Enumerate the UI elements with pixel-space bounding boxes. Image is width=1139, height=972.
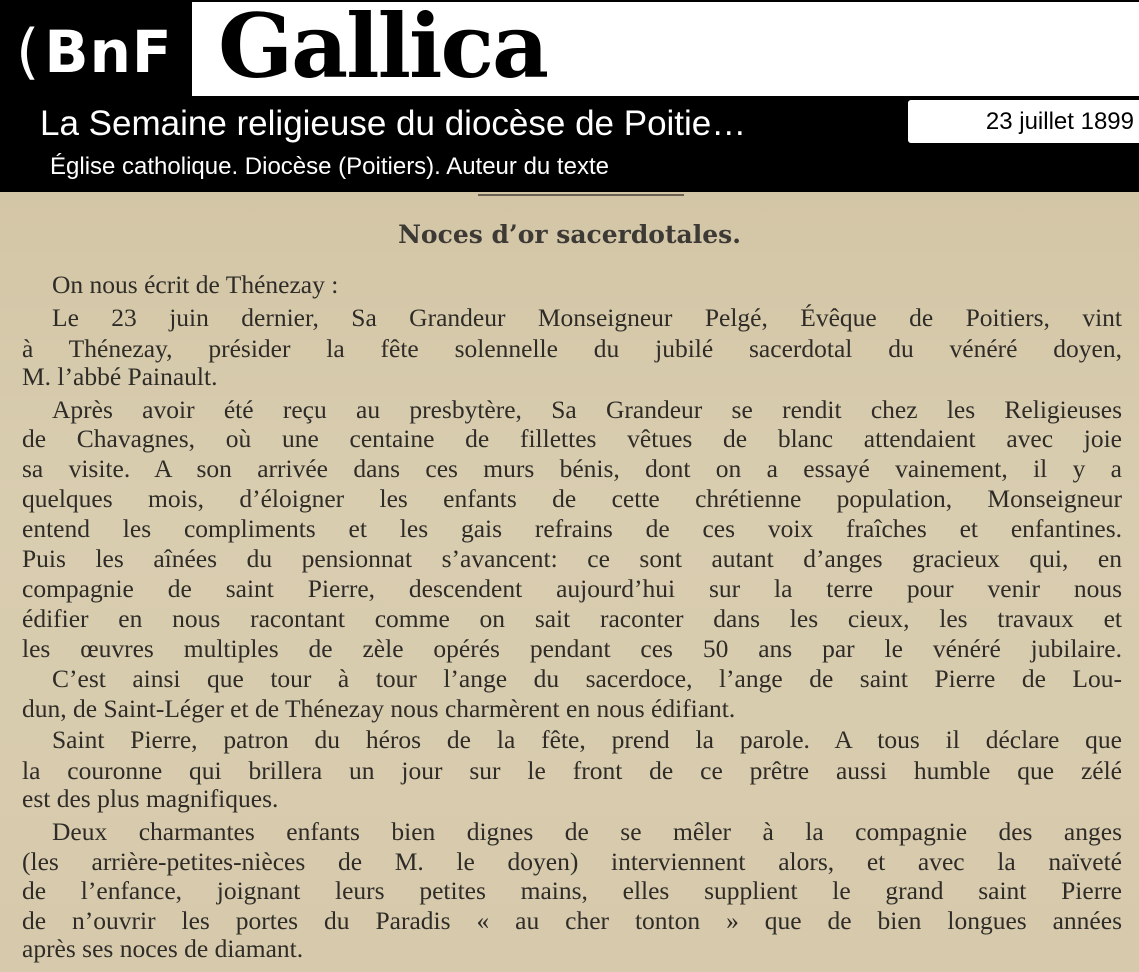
text-line: quelques mois, d’éloigner les enfants de cette chrétienne population, Monseigneur xyxy=(22,484,1122,513)
text-line: Saint Pierre, patron du héros de la fête, prend la parole. A tous il déclare que xyxy=(52,725,1122,754)
text-line: On nous écrit de Thénezay : xyxy=(52,270,339,299)
text-line: les œuvres multiples de zèle opérés pendant ces 50 ans par le vénéré jubilaire. xyxy=(22,634,1122,663)
text-line: compagnie de saint Pierre, descendent aujourd’hui sur la terre pour venir nous xyxy=(22,574,1122,603)
text-line: (les arrière-petites-nièces de M. le doyen) interviennent alors, et avec la naïveté xyxy=(22,847,1122,876)
text-line: Après avoir été reçu au presbytère, Sa Grandeur se rendit chez les Religieuses xyxy=(52,395,1122,424)
document-date: 23 juillet 1899 xyxy=(908,100,1139,143)
text-line: la couronne qui brillera un jour sur le front de ce prêtre aussi humble que zélé xyxy=(22,756,1122,785)
document-title[interactable]: La Semaine religieuse du diocèse de Poitie… xyxy=(40,104,747,143)
text-line: de l’enfance, joignant leurs petites mains, elles supplient le grand saint Pierre xyxy=(22,876,1122,905)
bnf-logo[interactable]: (BnF xyxy=(16,17,173,87)
gallica-header xyxy=(0,0,1139,192)
text-line: dun, de Saint-Léger et de Thénezay nous charmèrent en nous édifiant. xyxy=(22,694,736,723)
article-heading: Noces d’or sacerdotales. xyxy=(398,220,741,249)
document-author[interactable]: Église catholique. Diocèse (Poitiers). Auteur du texte xyxy=(50,153,609,180)
divider-rule xyxy=(478,194,684,196)
text-line: C’est ainsi que tour à tour l’ange du sacerdoce, l’ange de saint Pierre de Lou- xyxy=(52,664,1122,693)
text-line: après ses noces de diamant. xyxy=(22,934,304,963)
text-line: à Thénezay, présider la fête solennelle du jubilé sacerdotal du vénéré doyen, xyxy=(22,334,1122,363)
text-line: Deux charmantes enfants bien dignes de se mêler à la compagnie des anges xyxy=(52,817,1122,846)
gallica-logo[interactable]: Gallica xyxy=(218,0,548,98)
text-line: est des plus magnifiques. xyxy=(22,784,279,813)
logo-bar xyxy=(192,2,1139,96)
text-line: M. l’abbé Painault. xyxy=(22,362,218,391)
text-line: édifier en nous racontant comme on sait raconter dans les cieux, les travaux et xyxy=(22,604,1122,633)
page-scan[interactable] xyxy=(0,192,1139,972)
text-line: de n’ouvrir les portes du Paradis « au cher tonton » que de bien longues années xyxy=(22,906,1122,935)
text-line: Le 23 juin dernier, Sa Grandeur Monseigneur Pelgé, Évêque de Poitiers, vint xyxy=(52,303,1122,332)
text-line: entend les compliments et les gais refrains de ces voix fraîches et enfantines. xyxy=(22,514,1122,543)
text-line: Puis les aînées du pensionnat s’avancent: ce sont autant d’anges gracieux qui, en xyxy=(22,544,1122,573)
bnf-logo-text: BnF xyxy=(44,18,173,86)
text-line: sa visite. A son arrivée dans ces murs bénis, dont on a essayé vainement, il y a xyxy=(22,454,1122,483)
text-line: de Chavagnes, où une centaine de fillettes vêtues de blanc attendaient avec joie xyxy=(22,424,1122,453)
